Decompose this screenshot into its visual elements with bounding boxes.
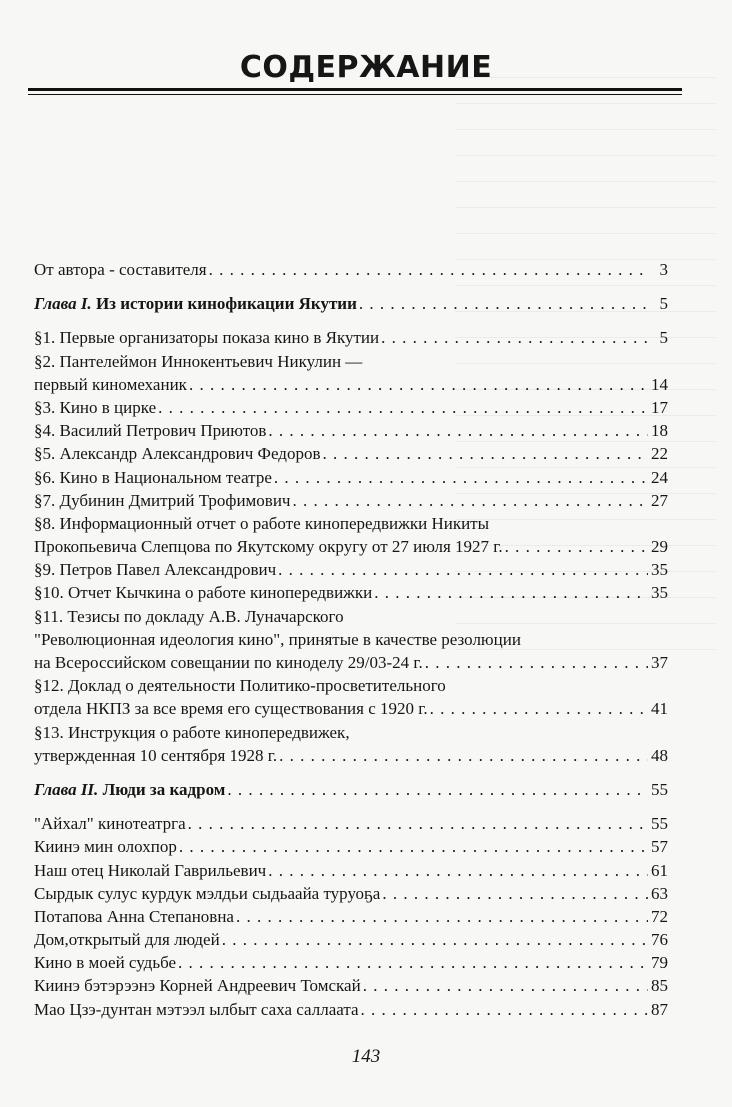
dot-leader xyxy=(359,294,648,314)
toc-entry xyxy=(34,907,668,930)
toc-entry xyxy=(34,653,668,676)
toc-page-number: 55 xyxy=(651,814,668,834)
toc-page-number: 57 xyxy=(651,837,668,857)
toc-entry-text: Прокопьевича Слепцова по Якутскому округу от 27 июля 1927 г. xyxy=(34,537,503,557)
toc-entry-text: §7. Дубинин Дмитрий Трофимович xyxy=(34,490,291,510)
toc-entry-text: §13. Инструкция о работе кинопередвижек, xyxy=(34,722,350,742)
dot-leader xyxy=(227,780,648,800)
dot-leader xyxy=(268,421,648,441)
toc-entry-text: §12. Доклад о деятельности Политико-просветительного xyxy=(34,676,446,696)
toc-page-number: 72 xyxy=(651,906,668,926)
toc-entry xyxy=(34,953,668,976)
toc-entry-text: Потапова Анна Степановна xyxy=(34,906,234,926)
toc-page-number: 3 xyxy=(659,260,668,279)
toc-entry-text: на Всероссийском совещании по киноделу 29/03-24 г. xyxy=(34,653,423,672)
toc-entry xyxy=(34,491,668,514)
toc-entry-text: "Айхал" кинотеатрга xyxy=(34,814,186,834)
section-gap xyxy=(34,317,668,328)
toc-page-number: 55 xyxy=(651,779,668,799)
toc-entry xyxy=(34,746,668,769)
toc-entry xyxy=(34,837,668,860)
toc-entry-text: Дом,открытый для людей xyxy=(34,930,220,950)
dot-leader xyxy=(222,930,648,950)
dot-leader xyxy=(178,953,648,973)
toc-entry-text: §5. Александр Александрович Федоров xyxy=(34,444,321,464)
chapter-label: Глава II. xyxy=(34,779,99,799)
toc-entry-text: Кино в моей судьбе xyxy=(34,953,177,973)
dot-leader xyxy=(322,444,648,464)
toc-page-number: 41 xyxy=(651,699,668,719)
toc-entry xyxy=(34,398,668,421)
toc-page-number: 5 xyxy=(659,294,668,314)
toc-page-number: 29 xyxy=(651,537,668,557)
toc-chapter-entry xyxy=(34,294,668,317)
dot-leader xyxy=(292,491,648,511)
dot-leader xyxy=(425,653,648,673)
dot-leader xyxy=(278,560,648,580)
toc-entry-text: §9. Петров Павел Александрович xyxy=(34,560,277,580)
toc-page-number: 35 xyxy=(651,583,668,603)
chapter-title: Люди за кадром xyxy=(102,779,226,799)
toc-entry xyxy=(34,676,668,699)
toc-entry xyxy=(34,468,668,491)
dot-leader xyxy=(188,814,648,834)
table-of-contents xyxy=(34,260,668,1023)
page-title: СОДЕРЖАНИЕ xyxy=(239,50,493,85)
toc-entry xyxy=(34,884,668,907)
toc-entry xyxy=(34,421,668,444)
dot-leader xyxy=(158,398,648,418)
chapter-label: Глава I. xyxy=(34,294,92,314)
toc-page-number: 18 xyxy=(651,421,668,441)
section-gap xyxy=(34,803,668,814)
title-double-rule xyxy=(28,88,682,95)
toc-entry xyxy=(34,328,668,351)
dot-leader xyxy=(382,884,648,904)
toc-entry xyxy=(34,930,668,953)
dot-leader xyxy=(279,746,648,766)
dot-leader xyxy=(274,468,648,488)
toc-page-number: 87 xyxy=(651,999,668,1019)
toc-entry-text: Наш отец Николай Гаврильевич xyxy=(34,860,267,880)
dot-leader xyxy=(361,1000,648,1020)
toc-page-number: 79 xyxy=(651,953,668,973)
section-gap xyxy=(34,769,668,780)
dot-leader xyxy=(430,699,648,719)
toc-entry xyxy=(34,375,668,398)
toc-entry-text: §11. Тезисы по докладу А.В. Луначарского xyxy=(34,606,344,626)
dot-leader xyxy=(268,861,648,881)
toc-page-number: 22 xyxy=(651,444,668,464)
dot-leader xyxy=(381,328,648,348)
toc-page-number: 27 xyxy=(651,490,668,510)
toc-entry-text: §1. Первые организаторы показа кино в Якутии xyxy=(34,328,380,348)
toc-entry xyxy=(34,976,668,999)
toc-entry xyxy=(34,444,668,467)
toc-entry-text: §10. Отчет Кычкина о работе кинопередвижки xyxy=(34,583,373,603)
dot-leader xyxy=(209,260,648,280)
toc-entry-text xyxy=(34,780,225,800)
toc-page-number: 14 xyxy=(651,374,668,394)
toc-entry-text: Киинэ мин олохпор xyxy=(34,837,177,857)
toc-entry xyxy=(34,861,668,884)
toc-page-number: 63 xyxy=(651,883,668,903)
dot-leader xyxy=(236,907,648,927)
toc-entry-text: От автора - составителя xyxy=(34,260,207,279)
page-number: 143 xyxy=(351,1046,381,1067)
dot-leader xyxy=(179,837,648,857)
toc-entry-text: §4. Василий Петрович Приютов xyxy=(34,421,267,441)
toc-entry xyxy=(34,560,668,583)
toc-entry xyxy=(34,352,668,375)
toc-page-number: 35 xyxy=(651,560,668,580)
toc-page-number: 17 xyxy=(651,397,668,417)
toc-entry-text: §6. Кино в Национальном театре xyxy=(34,467,272,487)
toc-chapter-entry xyxy=(34,780,668,803)
toc-entry-text: Мао Цзэ-дунтан мэтээл ылбыт саха саллаата xyxy=(34,999,359,1019)
toc-page-number: 76 xyxy=(651,930,668,950)
toc-entry-text xyxy=(34,294,357,314)
dot-leader xyxy=(189,375,648,395)
dot-leader xyxy=(505,537,648,557)
toc-entry xyxy=(34,583,668,606)
toc-entry xyxy=(34,514,668,537)
toc-entry xyxy=(34,699,668,722)
toc-page-number: 24 xyxy=(651,467,668,487)
toc-entry-text: Сырдык сулус курдук мэлдьи сыдьаайа туруоҕа xyxy=(34,883,381,903)
toc-entry-text: отдела НКПЗ за все время его существования с 1920 г. xyxy=(34,699,428,719)
section-gap xyxy=(34,283,668,294)
toc-entry xyxy=(34,814,668,837)
dot-leader xyxy=(363,976,648,996)
toc-entry xyxy=(34,1000,668,1023)
toc-page-number: 48 xyxy=(651,745,668,765)
dot-leader xyxy=(374,583,648,603)
toc-entry xyxy=(34,537,668,560)
toc-page-number: 61 xyxy=(651,860,668,880)
toc-entry xyxy=(34,260,668,283)
toc-entry xyxy=(34,723,668,746)
toc-entry-text: §3. Кино в цирке xyxy=(34,397,157,417)
toc-page-number: 37 xyxy=(651,653,668,672)
toc-entry-text: первый киномеханик xyxy=(34,374,187,394)
toc-entry-text: утвержденная 10 сентября 1928 г. xyxy=(34,745,278,765)
toc-entry xyxy=(34,607,668,630)
toc-entry-text: §2. Пантелеймон Иннокентьевич Никулин — xyxy=(34,351,363,371)
toc-page-number: 85 xyxy=(651,976,668,996)
toc-page-number: 5 xyxy=(659,328,668,348)
chapter-title: Из истории кинофикации Якутии xyxy=(95,294,357,314)
toc-entry-text: §8. Информационный отчет о работе кинопередвижки Никиты xyxy=(34,513,490,533)
toc-entry-text: "Революционная идеология кино", принятые в качестве резолюции xyxy=(34,629,521,649)
toc-entry xyxy=(34,630,668,653)
toc-entry-text: Киинэ бэтэрээнэ Корней Андреевич Томскай xyxy=(34,976,361,996)
